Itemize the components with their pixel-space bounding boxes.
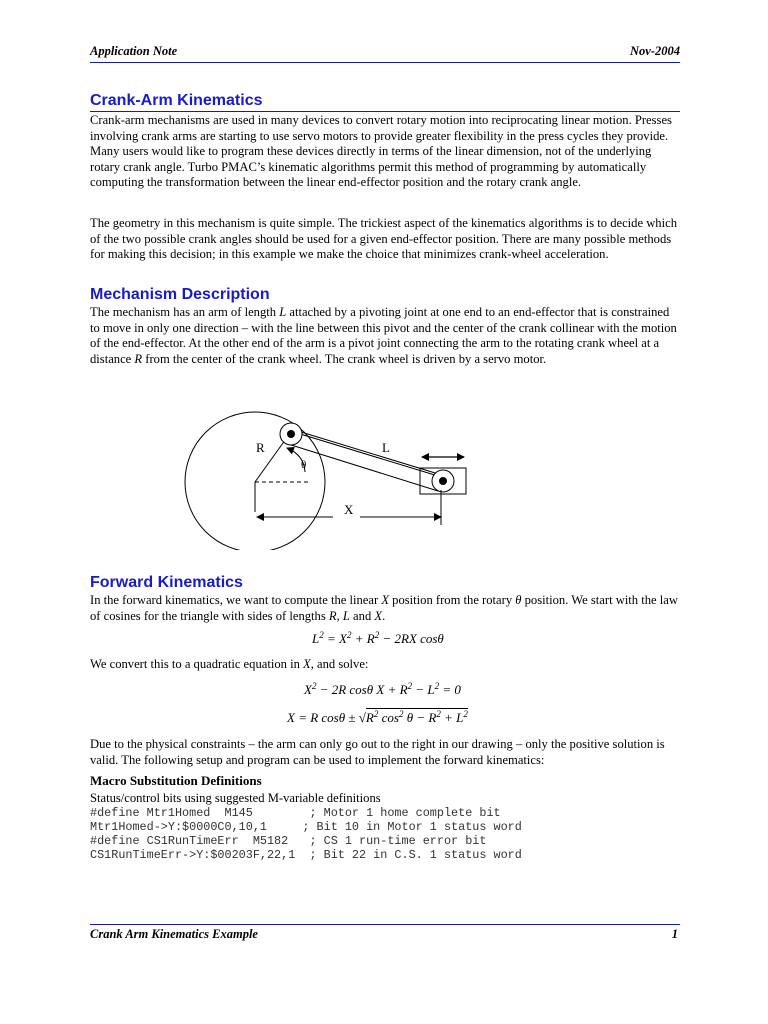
fk-paragraph-3 <box>90 737 680 768</box>
label-X: X <box>344 502 354 517</box>
macro-heading: Macro Substitution Definitions <box>90 773 262 788</box>
mech-var-L: L <box>279 305 287 319</box>
eq3-exp3: 2 <box>436 709 441 719</box>
equation-law-of-cosines <box>312 631 444 647</box>
footer-title: Crank Arm Kinematics Example <box>90 927 258 941</box>
effector-pivot-dot <box>439 477 447 485</box>
crank-mechanism-diagram <box>180 380 480 550</box>
mechanism-heading: Mechanism Description <box>90 286 270 303</box>
fk-var-theta: θ <box>515 593 522 607</box>
arm-centerline <box>297 433 438 476</box>
eq3-radicand <box>366 708 468 725</box>
eq1-L: L <box>312 631 320 646</box>
code-block <box>90 806 522 862</box>
eq2-exp2: 2 <box>407 681 413 691</box>
code-line: CS1RunTimeErr->Y:$00203F,22,1 ; Bit 22 in C.S. 1 status word <box>90 848 522 862</box>
intro-paragraph-1 <box>90 113 680 191</box>
code-line: #define CS1RunTimeErr M5182 ; CS 1 run-time error bit <box>90 834 487 848</box>
eq1-exp3: 2 <box>374 630 380 640</box>
fk2-text-b: , and solve: <box>310 657 369 671</box>
eq1-equals: = <box>323 631 340 646</box>
fk-text-b: position from the rotary <box>389 593 516 607</box>
equation-solution <box>287 710 468 726</box>
eq3-cos: cos <box>378 710 399 725</box>
eq3-plus-L: + L <box>440 710 464 725</box>
eq2-end: = 0 <box>439 682 461 697</box>
intro-paragraph-2 <box>90 216 680 263</box>
fk-text-c: position. We start with the law of cosines for the triangle with sides of lengths <box>90 593 678 623</box>
label-R: R <box>256 440 265 455</box>
eq2-X: X <box>304 682 312 697</box>
fk-paragraph-2 <box>90 657 680 673</box>
eq3-lhs: X = R cosθ ± <box>287 710 359 725</box>
eq3-exp4: 2 <box>463 709 468 719</box>
eq2-mid: − 2R cosθ X + R <box>316 682 408 697</box>
eq2-exp1: 2 <box>311 681 317 691</box>
eq3-exp2: 2 <box>398 709 404 719</box>
fk-var-X2: X <box>374 608 383 623</box>
fk-text-a: In the forward kinematics, we want to compute the linear <box>90 593 382 607</box>
eq1-plus-R: + R <box>351 631 375 646</box>
label-theta: θ <box>301 459 307 471</box>
mech-var-R: R <box>134 351 143 366</box>
eq2-exp3: 2 <box>434 681 440 691</box>
intro-p1-text: Crank-arm mechanisms are used in many devices to convert rotary motion into reciprocating linear motion. Presses involving crank arms are starting to use servo motors to provide greater flexibility in the press cycles they provide. Many users would like to program these devices directly in terms of the linear dimension, not of the underlying rotary crank angle. Turbo PMAC’s kinematic algorithms permit this method of programming by automatically computing the transformation between the linear end-effector position and the rotary crank angle. <box>90 113 672 190</box>
label-L: L <box>382 440 390 455</box>
header-date: Nov-2004 <box>630 44 680 58</box>
fk-text-end: . <box>382 608 386 623</box>
fk-var-X: X <box>381 593 390 607</box>
forward-kinematics-heading: Forward Kinematics <box>90 574 243 591</box>
fk-var-R: R <box>328 608 337 623</box>
eq3-exp1: 2 <box>373 709 379 719</box>
code-line: Mtr1Homed->Y:$0000C0,10,1 ; Bit 10 in Motor 1 status word <box>90 820 522 834</box>
crank-pivot-dot <box>287 430 295 438</box>
fk-text-and: and <box>349 608 375 623</box>
fk-p3-text: Due to the physical constraints – the arm can only go out to the right in our drawing – only the positive solution is valid. The following setup and program can be used to implement the forward kinematics: <box>90 737 665 767</box>
fk-text-comma: , <box>336 608 343 623</box>
eq1-exp1: 2 <box>319 630 324 640</box>
fk2-text-a: We convert this to a quadratic equation in <box>90 657 304 671</box>
sqrt-symbol: √ <box>358 710 366 725</box>
page-number: 1 <box>671 927 678 941</box>
footer-rule <box>90 924 680 925</box>
mech-text-b: attached by a pivoting joint at one end to an end-effector that is constrained to move in only one direction – with the line between this pivot and the center of the crank collinear with the motion of the end-effector. At the other end of the arm is a pivot joint connecting the arm to the rotating crank wheel at a distance <box>90 305 677 366</box>
code-line: #define Mtr1Homed M145 ; Motor 1 home complete bit <box>90 806 501 820</box>
eq1-exp2: 2 <box>346 630 352 640</box>
eq2-minus-L: − L <box>412 682 435 697</box>
eq3-R: R <box>365 710 374 725</box>
macro-subtitle <box>90 791 680 807</box>
header-doc-type: Application Note <box>90 44 178 58</box>
page-title: Crank-Arm Kinematics <box>90 92 263 109</box>
fk-var-L: L <box>342 608 350 623</box>
mech-text-a: The mechanism has an arm of length <box>90 305 280 319</box>
mechanism-paragraph <box>90 305 680 367</box>
header-rule <box>90 62 680 63</box>
eq1-rest: − 2RX cosθ <box>379 631 444 646</box>
equation-quadratic <box>304 682 461 698</box>
eq3-theta: θ − R <box>403 710 437 725</box>
intro-p2-text: The geometry in this mechanism is quite simple. The trickiest aspect of the kinematics algorithms is to decide which of the two possible crank angles should be used for a given end-effector position. There are many possible methods for making this decision; in this example we make the choice that minimizes crank-wheel acceleration. <box>90 216 677 262</box>
fk-paragraph-1 <box>90 593 680 624</box>
eq1-X: X <box>339 631 347 646</box>
macro-sub-text: Status/control bits using suggested M-variable definitions <box>90 791 381 805</box>
mech-text-c: from the center of the crank wheel. The crank wheel is driven by a servo motor. <box>142 351 547 366</box>
fk2-var-X: X <box>303 657 311 671</box>
title-rule <box>90 111 680 112</box>
